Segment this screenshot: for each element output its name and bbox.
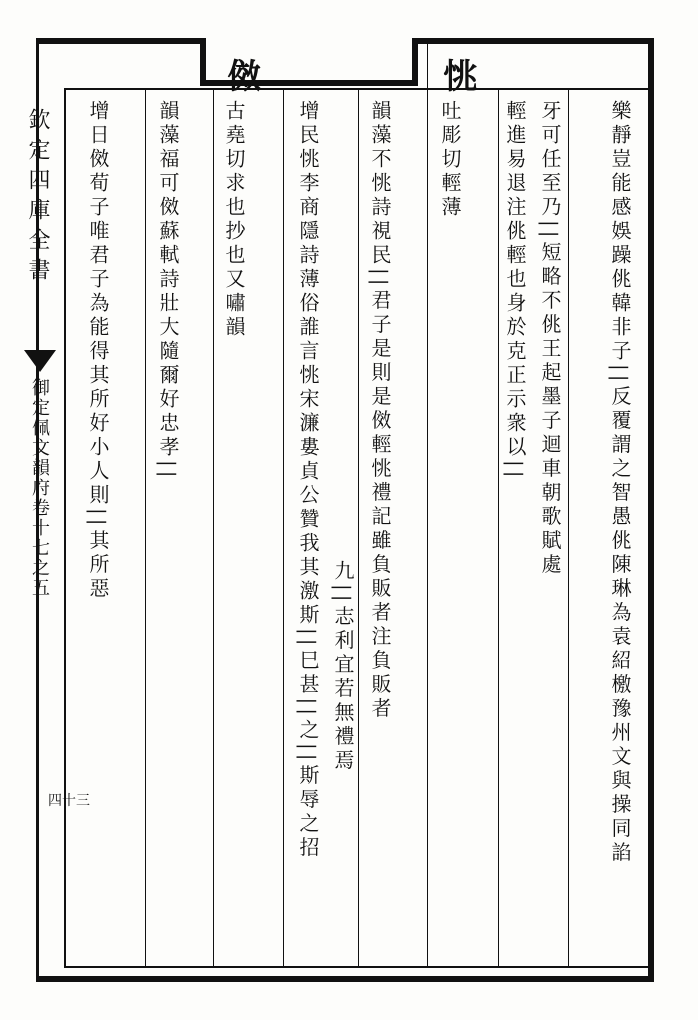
text-column-10: 增日傚荀子唯君子為能得其所好小人則||其所惡 (86, 100, 110, 602)
inner-bottom (64, 966, 648, 968)
entry-head-character: 傚 (221, 58, 261, 92)
text-column-3: 輕進易退注佻輕也身於克正示衆以|| (503, 100, 527, 482)
frame-top-left (36, 38, 206, 44)
column-divider (568, 88, 569, 968)
frame-right (648, 38, 654, 982)
frame-top-step (200, 38, 206, 86)
column-divider (283, 88, 284, 968)
folio-number: 四十三 (48, 793, 90, 809)
book-title: 欽定四庫全書 (25, 108, 50, 288)
text-column-2: 牙可任至乃||短略不佻王起墨子迴車朝歌賦處 (538, 100, 562, 578)
entry-reading: 古堯切求也抄也又嘯韻 (222, 100, 246, 340)
entry-head-character: 恌 (437, 58, 477, 92)
frame-top-step-2 (412, 38, 418, 86)
column-divider (145, 88, 146, 968)
entry-reading: 吐彫切輕薄 (438, 100, 462, 220)
inner-top (64, 88, 648, 90)
text-column-1: 樂靜豈能感娛躁佻韓非子||反覆謂之智愚佻陳琳為袁紹檄豫州文與操同諂 (608, 100, 632, 866)
frame-bottom (36, 976, 654, 982)
column-divider (358, 88, 359, 968)
text-column-6: 九||志利宜若無禮焉 (331, 560, 355, 774)
text-column-5: 韻藻不恌詩視民||君子是則是傚輕恌禮記雖負販者注負販者 (368, 100, 392, 722)
fishtail-icon (24, 350, 56, 372)
text-column-9: 韻藻福可傚蘇軾詩壯大隨爾好忠孝|| (156, 100, 180, 482)
frame-top-right (412, 38, 652, 44)
series-title: 御定佩文韻府卷十七之五 (29, 378, 50, 598)
margin-divider (64, 88, 66, 968)
column-divider (498, 88, 499, 968)
column-divider (213, 88, 214, 968)
text-column-7: 增民恌李商隱詩薄俗誰言恌宋濂婁貞公贊我其激斯||巳甚||之||斯辱之招 (296, 100, 320, 861)
fishtail-mark (18, 350, 62, 600)
column-divider (427, 44, 428, 968)
